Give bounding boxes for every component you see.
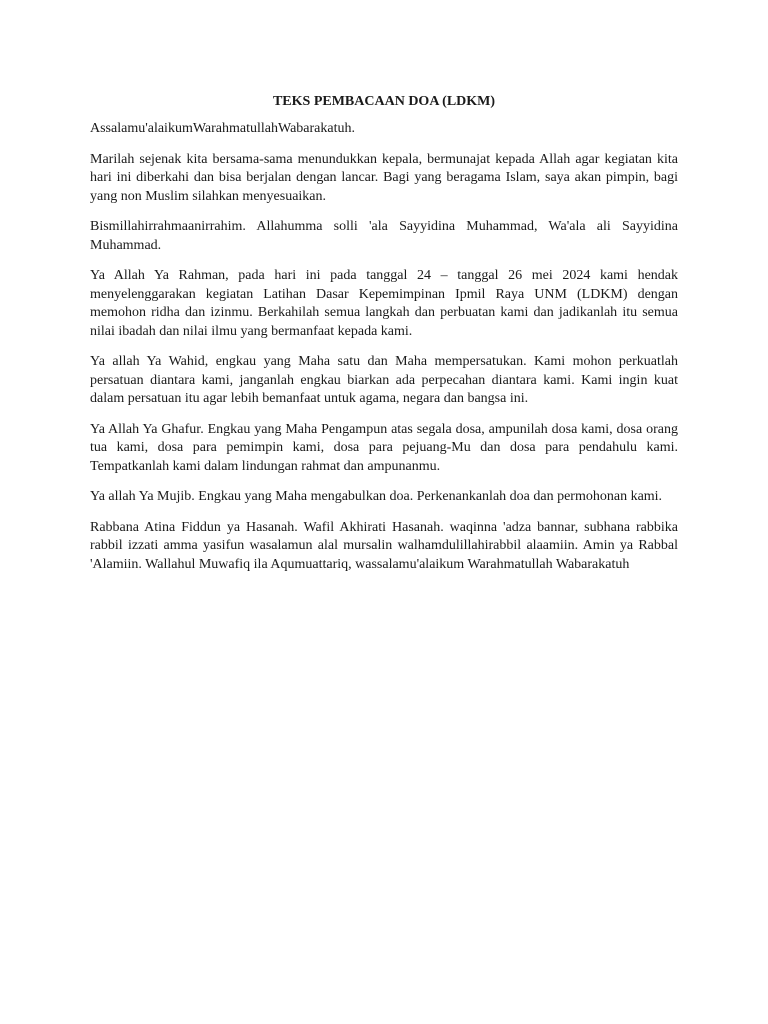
paragraph-bismillah: Bismillahirrahmaanirrahim. Allahumma solli 'ala Sayyidina Muhammad, Wa'ala ali Sayyidina Muhammad. [90, 219, 678, 253]
paragraph-salutation: Assalamu'alaikumWarahmatullahWabarakatuh. [90, 121, 356, 136]
paragraph-opening: Marilah sejenak kita bersama-sama menundukkan kepala, bermunajat kepada Allah agar kegiatan kita hari ini diberkahi dan bisa berjalan dengan lancar. Bagi yang beragama Islam, saya akan pimpin, bagi yang non Muslim silahkan menyesuaikan. [90, 151, 678, 204]
document-title: TEKS PEMBACAAN DOA (LDKM) [272, 94, 496, 109]
paragraph-closing: Rabbana Atina Fiddun ya Hasanah. Wafil Akhirati Hasanah. waqinna 'adza bannar, subhana rabbika rabbil izzati amma yasifun wasalamun alal mursalin walhamdulillahirabbil alaamiin. Amin ya Rabbal 'Alamiin. Wallahul Muwafiq ila Aqumuattariq, wassalamu'alaikum Warahmatullah Wabarakatuh [90, 519, 678, 572]
document-page [90, 94, 678, 586]
paragraph-ya-rahman: Ya Allah Ya Rahman, pada hari ini pada tanggal 24 – tanggal 26 mei 2024 kami hendak menyelenggarakan kegiatan Latihan Dasar Kepemimpinan Ipmil Raya UNM (LDKM) dengan memohon ridha dan izinmu. Berkahilah semua langkah dan perbuatan kami dan jadikanlah itu semua nilai ibadah dan nilai ilmu yang bermanfaat kepada kami. [90, 268, 678, 339]
paragraph-ya-wahid: Ya allah Ya Wahid, engkau yang Maha satu dan Maha mempersatukan. Kami mohon perkuatlah persatuan diantara kami, janganlah engkau biarkan ada perpecahan diantara kami. Kami ingin kuat dalam persatuan itu agar lebih bemanfaat untuk agama, negara dan bangsa ini. [90, 354, 678, 406]
paragraph-ya-mujib: Ya allah Ya Mujib. Engkau yang Maha mengabulkan doa. Perkenankanlah doa dan permohonan kami. [90, 489, 663, 504]
paragraph-ya-ghafur: Ya Allah Ya Ghafur. Engkau yang Maha Pengampun atas segala dosa, ampunilah dosa kami, dosa orang tua kami, dosa para pemimpin kami, dosa para pejuang-Mu dan dosa para pendahulu kami. Tempatkanlah kami dalam lindungan rahmat dan ampunanmu. [90, 421, 678, 474]
